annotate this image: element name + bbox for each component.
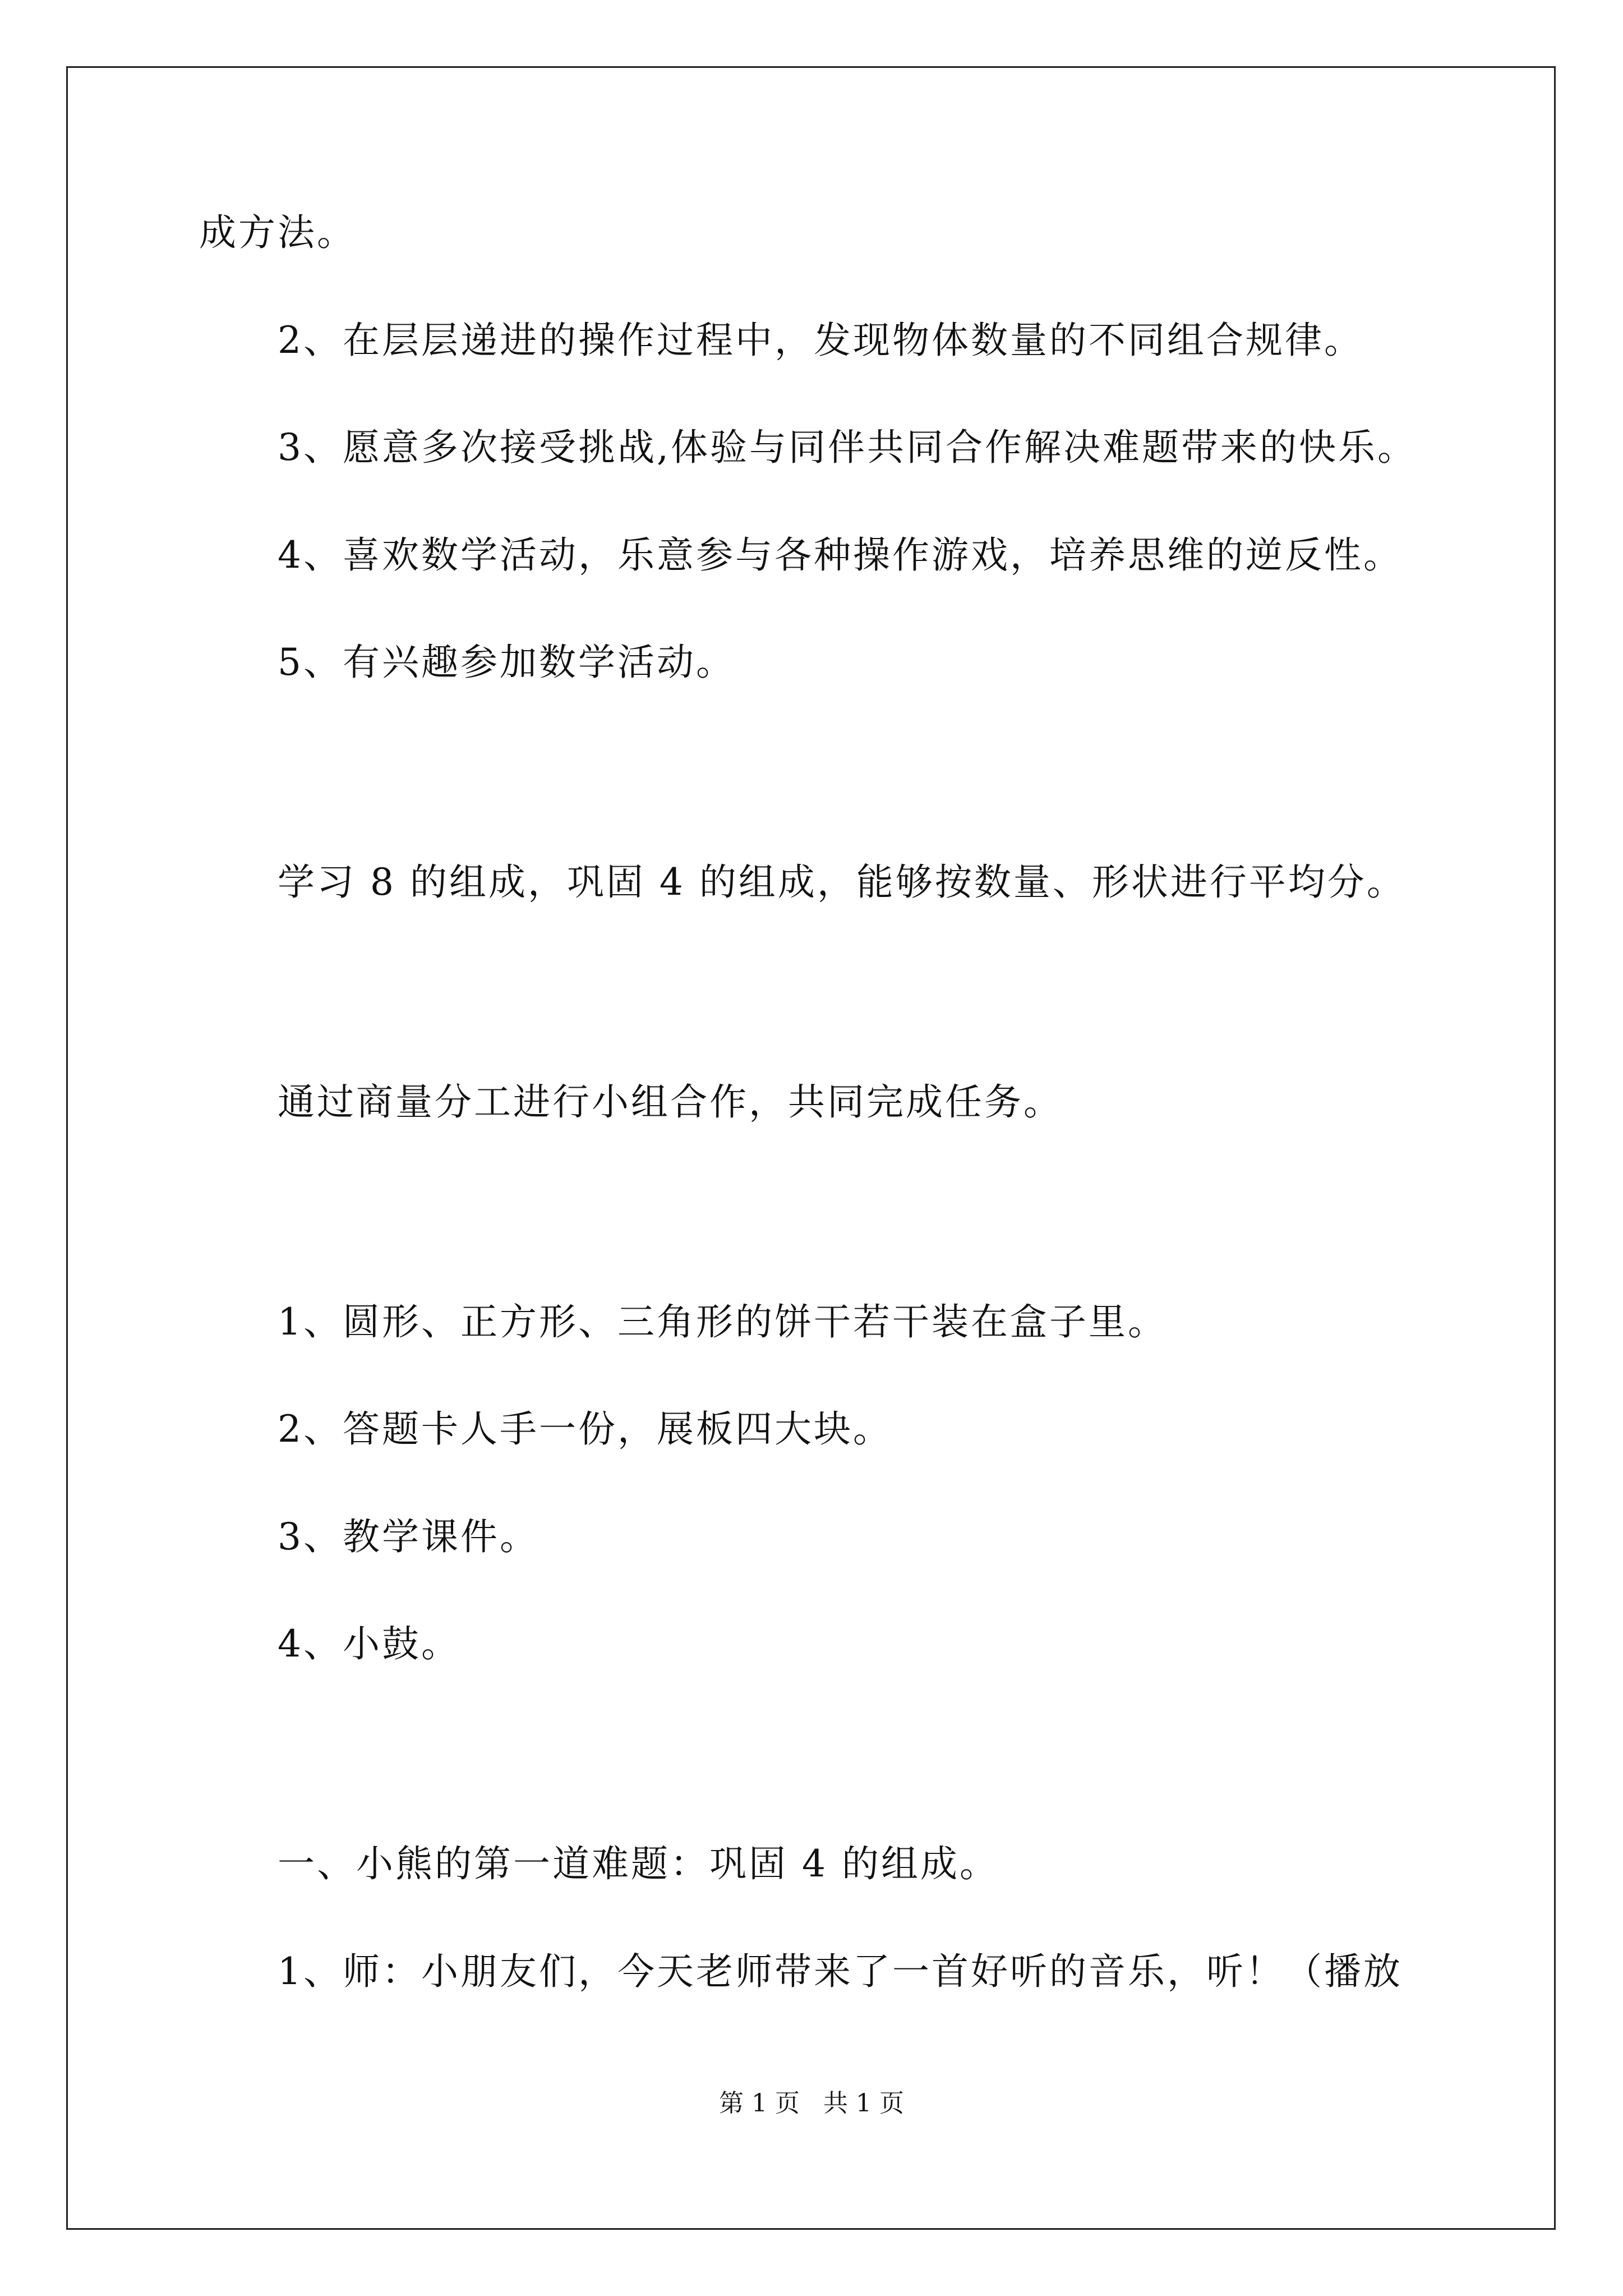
text-line: 学习 8 的组成，巩固 4 的组成，能够按数量、形状进行平均分。 <box>278 861 1406 904</box>
page-number: 第 1 页 共 1 页 <box>719 2089 904 2118</box>
text-line: 4、喜欢数学活动，乐意参与各种操作游戏，培养思维的逆反性。 <box>278 533 1403 577</box>
text-line: 成方法。 <box>199 211 356 254</box>
text-line: 4、小鼓。 <box>278 1622 460 1665</box>
text-line: 一、小熊的第一道难题：巩固 4 的组成。 <box>278 1842 999 1885</box>
text-line: 3、愿意多次接受挑战,体验与同伴共同合作解决难题带来的快乐。 <box>278 426 1417 469</box>
text-line: 1、圆形、正方形、三角形的饼干若干装在盒子里。 <box>278 1300 1167 1343</box>
text-line: 2、在层层递进的操作过程中，发现物体数量的不同组合规律。 <box>278 319 1363 362</box>
text-line: 1、师：小朋友们，今天老师带来了一首好听的音乐，听！（播放 <box>278 1950 1403 1993</box>
text-line: 3、教学课件。 <box>278 1515 539 1558</box>
text-line: 2、答题卡人手一份，展板四大块。 <box>278 1407 892 1451</box>
text-line: 通过商量分工进行小组合作，共同完成任务。 <box>278 1080 1063 1124</box>
page-border <box>66 66 1556 2230</box>
text-line: 5、有兴趣参加数学活动。 <box>278 641 735 684</box>
